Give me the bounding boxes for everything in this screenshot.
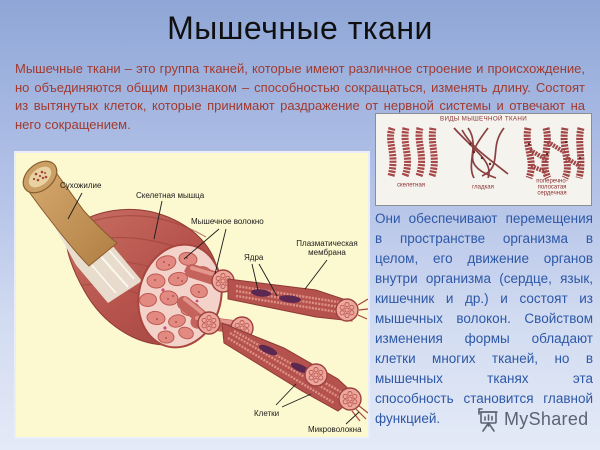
slide-title: Мышечные ткани [167, 10, 433, 46]
muscle-tissue-types-image [375, 113, 592, 206]
tissue-image-caption: ВИДЫ МЫШЕЧНОЙ ТКАНИ [439, 115, 527, 123]
tissue-label-cardiac: поперечно-полосатая сердечная [536, 177, 568, 196]
diagram-label-muscle-fiber: Мышечное волокно [191, 217, 264, 226]
diagram-label-nuclei: Ядра [244, 253, 264, 262]
muscle-structure-diagram [14, 151, 370, 439]
diagram-label-tendon: Сухожилие [60, 181, 102, 190]
tissue-label-skeletal: скелетная [396, 181, 426, 188]
diagram-label-cells: Клетки [254, 409, 280, 418]
flipchart-icon [476, 406, 500, 433]
myshared-label: MyShared [504, 409, 589, 429]
tissue-label-smooth: гладкая [472, 183, 494, 190]
diagram-label-plasma-membrane: Плазматическая мембрана [296, 239, 358, 257]
diagram-label-microfibers: Микроволокна [308, 425, 362, 434]
body-paragraph: Они обеспечивают перемещения в пространстве организма в целом, его движение органов внутри организма (сердце, язык, кишечник и др.) и состоят из мышечных волокон. Свойством изменения формы обладают клетки многих тканей, но в мышечных тканях эта способность становится главной функцией. [375, 211, 593, 426]
diagram-label-skeletal-muscle: Скелетная мышца [136, 191, 205, 200]
intro-paragraph: Мышечные ткани – это группа тканей, которые имеют различное строение и происхождение, но объединяются общим признаком – способностью сокращаться, изменять длину. Состоят из вытянутых клеток, которые принимают раздражение от нервной системы и отвечают на него сокращением. [15, 61, 585, 132]
myshared-watermark[interactable] [476, 406, 588, 433]
